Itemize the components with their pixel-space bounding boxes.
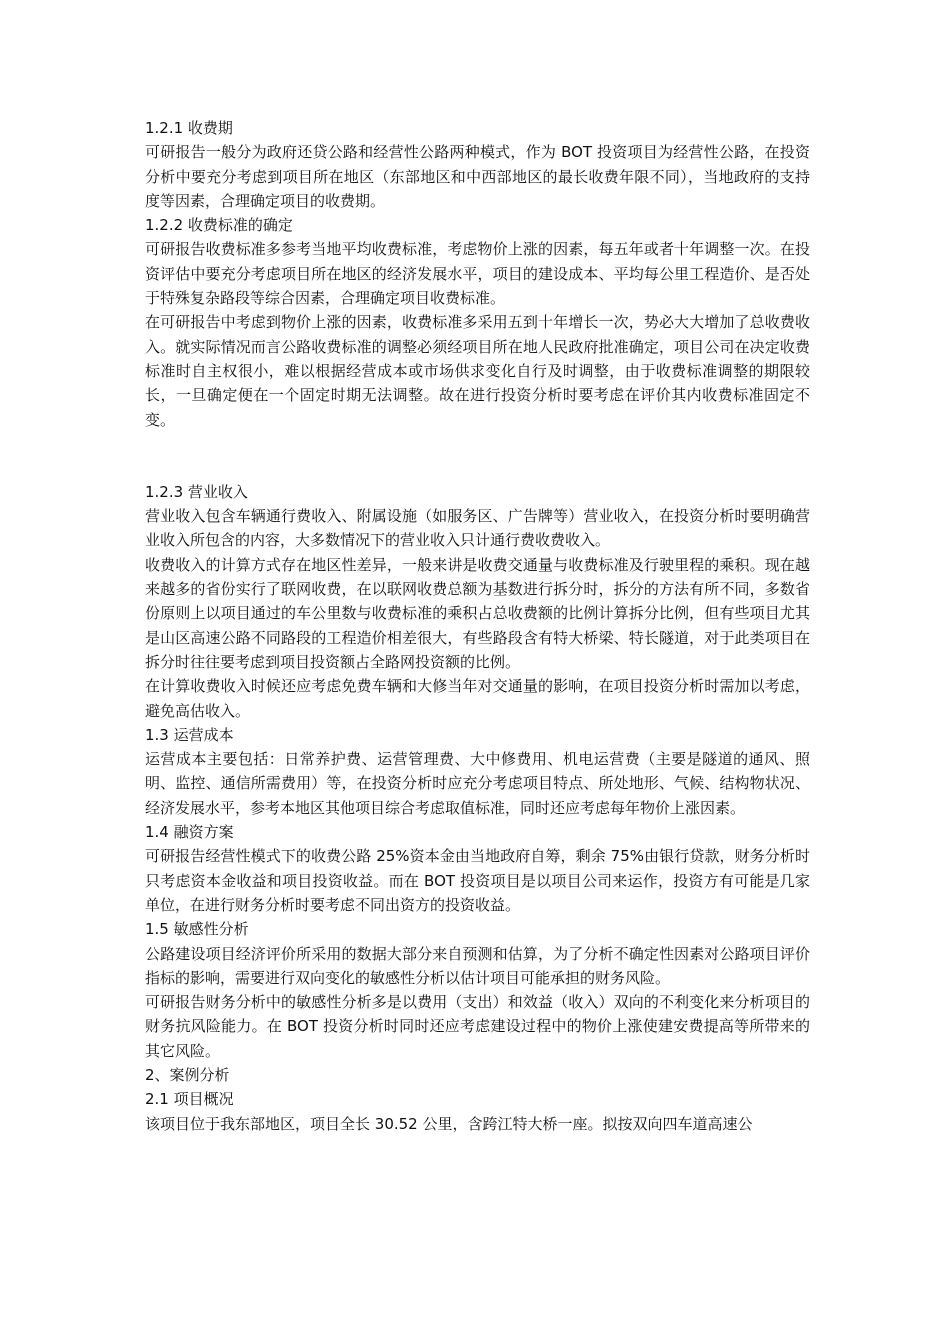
section-heading: 1.3 运营成本 [145, 725, 234, 744]
blank-spacing [145, 432, 810, 480]
section-case-analysis [145, 1063, 810, 1087]
paragraph: 运营成本主要包括：日常养护费、运营管理费、大中修费用、机电运营费（主要是隧道的通风、照明、监控、通信所需费用）等，在投资分析时应充分考虑项目特点、所处地形、气候、结构物状况、经济发展水平，参考本地区其他项目综合考虑取值标准，同时还应考虑每年物价上涨因素。 [145, 750, 810, 817]
paragraph: 收费收入的计算方式存在地区性差异，一般来讲是收费交通量与收费标准及行驶里程的乘积。现在越来越多的省份实行了联网收费，在以联网收费总额为基数进行拆分时，拆分的方法有所不同，多数省份原则上以项目通过的车公里数与收费标准的乘积占总收费额的比例计算拆分比例，但有些项目尤其是山区高速公路不同路段的工程造价相差很大，有些路段含有特大桥梁、特长隧道，对于此类项目在拆分时往往要考虑到项目投资额占全路网投资额的比例。 [145, 555, 810, 671]
section-financing-plan [145, 820, 810, 917]
section-heading: 1.2.1 收费期 [145, 119, 233, 137]
section-heading: 2、案例分析 [145, 1065, 230, 1084]
paragraph: 营业收入包含车辆通行费收入、附属设施（如服务区、广告牌等）营业收入，在投资分析时要明确营业收入所包含的内容，大多数情况下的营业收入只计通行费收费收入。 [145, 507, 810, 550]
section-toll-period [145, 116, 810, 213]
section-operating-cost [145, 723, 810, 820]
paragraph: 可研报告一般分为政府还贷公路和经营性公路两种模式，作为 BOT 投资项目为经营性公路，在投资分析中要充分考虑到项目所在地区（东部地区和中西部地区的最长收费年限不同），当地政府的支持度等因素，合理确定项目的收费期。 [145, 143, 810, 210]
section-toll-standard [145, 213, 810, 432]
section-heading: 1.2.2 收费标准的确定 [145, 216, 293, 235]
section-sensitivity-analysis [145, 917, 810, 1063]
section-project-overview [145, 1087, 810, 1136]
document-body [145, 116, 810, 1136]
section-heading: 1.5 敏感性分析 [145, 920, 249, 939]
paragraph: 该项目位于我东部地区，项目全长 30.52 公里，含跨江特大桥一座。拟按双向四车道高速公 [145, 1114, 753, 1133]
paragraph: 在计算收费收入时候还应考虑免费车辆和大修当年对交通量的影响，在项目投资分析时需加以考虑，避免高估收入。 [145, 677, 810, 720]
paragraph: 可研报告财务分析中的敏感性分析多是以费用（支出）和效益（收入）双向的不利变化来分析项目的财务抗风险能力。在 BOT 投资分析时同时还应考虑建设过程中的物价上涨使建安费提高等所带来的其它风险。 [145, 993, 810, 1060]
section-heading: 2.1 项目概况 [145, 1090, 234, 1109]
paragraph: 在可研报告中考虑到物价上涨的因素，收费标准多采用五到十年增长一次，势必大大增加了总收费收入。就实际情况而言公路收费标准的调整必须经项目所在地人民政府批准确定，项目公司在决定收费标准时自主权很小，难以根据经营成本或市场供求变化自行及时调整，由于收费标准调整的期限较长，一旦确定便在一个固定时期无法调整。故在进行投资分析时要考虑在评价其内收费标准固定不变。 [145, 313, 810, 429]
section-operating-revenue [145, 480, 810, 723]
section-heading: 1.2.3 营业收入 [145, 482, 248, 501]
paragraph: 可研报告收费标准多参考当地平均收费标准，考虑物价上涨的因素，每五年或者十年调整一次。在投资评估中要充分考虑项目所在地区的经济发展水平，项目的建设成本、平均每公里工程造价、是否处于特殊复杂路段等综合因素，合理确定项目收费标准。 [145, 240, 810, 308]
paragraph: 公路建设项目经济评价所采用的数据大部分来自预测和估算，为了分析不确定性因素对公路项目评价指标的影响，需要进行双向变化的敏感性分析以估计项目可能承担的财务风险。 [145, 944, 810, 987]
section-heading: 1.4 融资方案 [145, 823, 234, 842]
paragraph: 可研报告经营性模式下的收费公路 25%资本金由当地政府自筹，剩余 75%由银行贷款，财务分析时只考虑资本金收益和项目投资收益。而在 BOT 投资项目是以项目公司来运作，投资方有可能是几家单位，在进行财务分析时要考虑不同出资方的投资收益。 [145, 847, 810, 914]
